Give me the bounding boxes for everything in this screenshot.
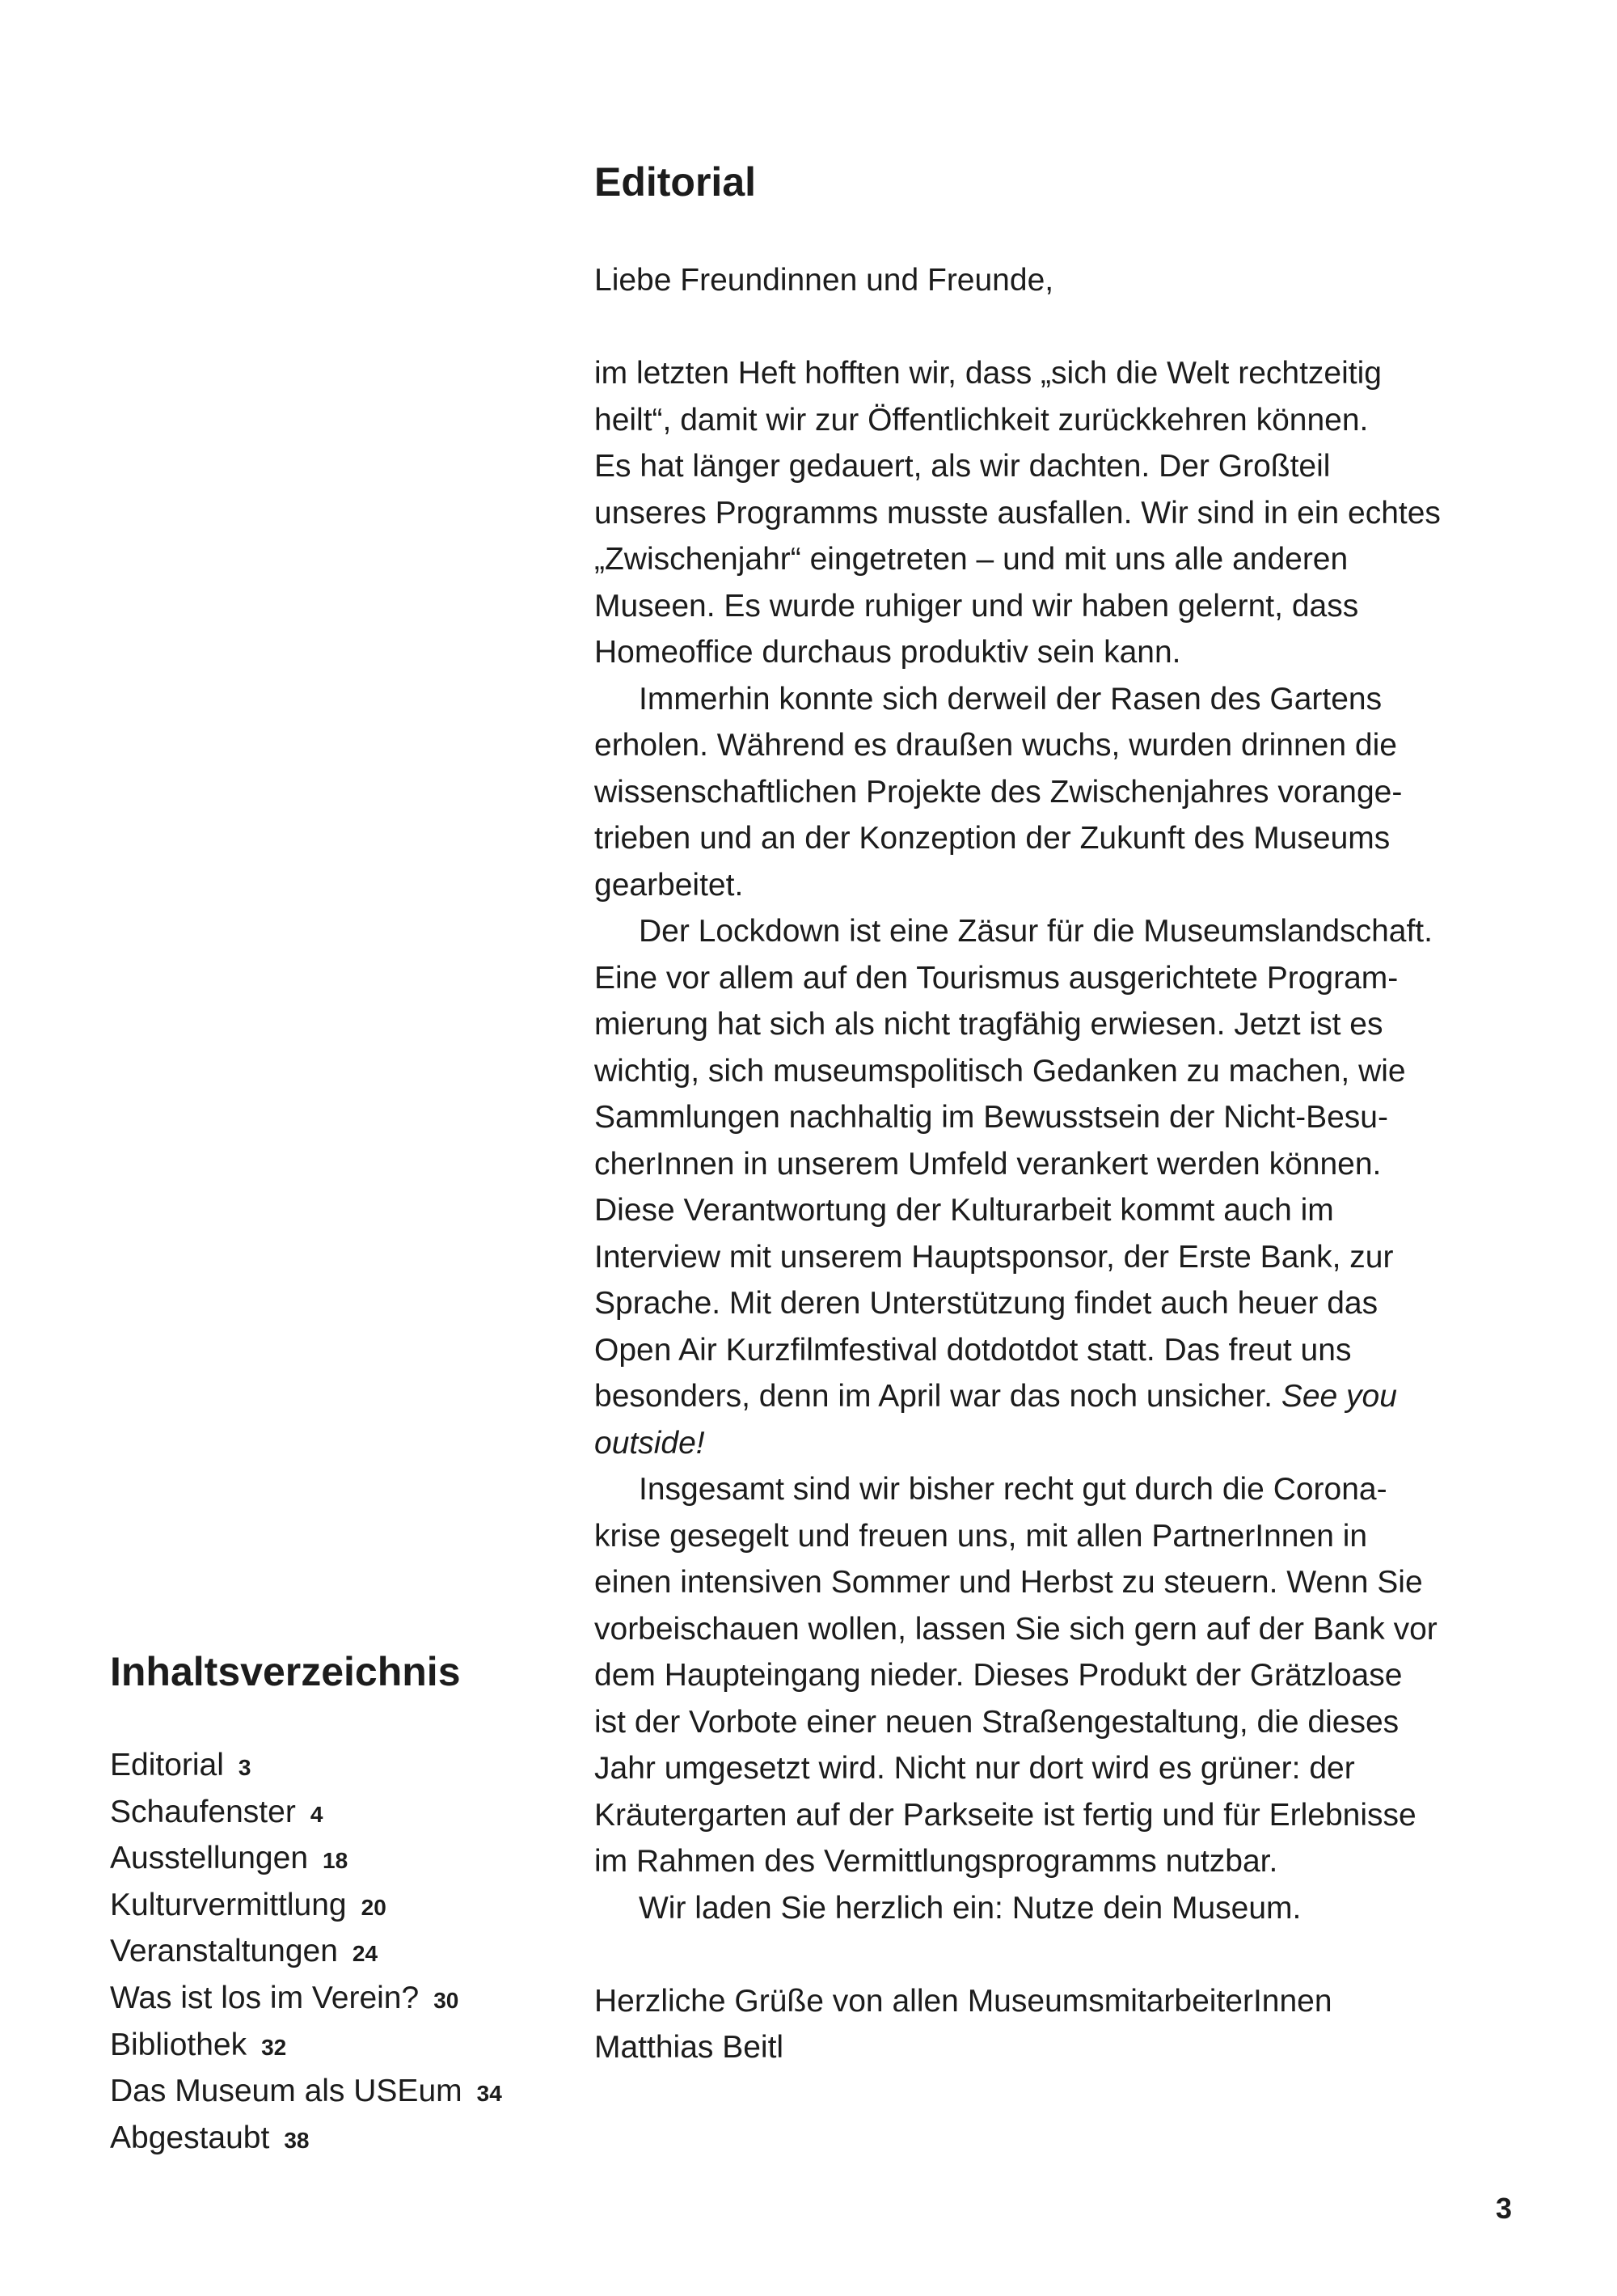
text-line <box>594 955 1441 1002</box>
toc-item-page: 18 <box>323 1848 348 1874</box>
text-line <box>594 1327 1441 1374</box>
editorial-title: Editorial <box>594 159 757 205</box>
text-line <box>594 1792 1441 1839</box>
text-line <box>594 815 1441 862</box>
toc-title: Inhaltsverzeichnis <box>110 1649 461 1694</box>
line-text: einen intensiven Sommer und Herbst zu steuern. Wenn Sie <box>594 1565 1423 1600</box>
toc-item <box>110 1882 502 1929</box>
text-line <box>594 1280 1441 1327</box>
line-text: heilt“, damit wir zur Öffentlichkeit zurückkehren können. <box>594 402 1369 438</box>
toc-item-label: Was ist los im Verein? <box>110 1980 420 2015</box>
toc-item-label: Abgestaubt <box>110 2120 270 2155</box>
text-line <box>594 629 1441 676</box>
toc-item <box>110 1975 502 2022</box>
line-text: Open Air Kurzfilmfestival dotdotdot statt. Das freut uns <box>594 1332 1352 1368</box>
text-line <box>594 1838 1441 1885</box>
toc-item <box>110 2115 502 2162</box>
text-line <box>594 722 1441 769</box>
toc-list <box>110 1742 502 2161</box>
line-text: erholen. Während es draußen wuchs, wurden drinnen die <box>594 728 1397 763</box>
text-line <box>594 1652 1441 1699</box>
toc-item <box>110 2068 502 2115</box>
italic-text: See you <box>1281 1379 1397 1414</box>
toc-item-page: 20 <box>361 1894 386 1920</box>
text-line <box>594 1699 1441 1746</box>
toc-item-page: 24 <box>352 1941 378 1967</box>
text-line <box>594 1141 1441 1188</box>
text-line <box>594 908 1441 955</box>
text-line <box>594 2024 1441 2071</box>
toc-item-label: Kulturvermittlung <box>110 1887 347 1922</box>
table-of-contents <box>110 1647 502 2161</box>
line-text: Diese Verantwortung der Kulturarbeit kommt auch im <box>594 1193 1334 1228</box>
line-text: Jahr umgesetzt wird. Nicht nur dort wird es grüner: der <box>594 1751 1355 1786</box>
text-line <box>594 1094 1441 1141</box>
line-text: Sammlungen nachhaltig im Bewusstsein der Nicht-Besu- <box>594 1100 1388 1135</box>
text-line <box>594 862 1441 909</box>
line-text: Matthias Beitl <box>594 2030 784 2065</box>
toc-item-label: Das Museum als USEum <box>110 2074 462 2109</box>
toc-item <box>110 1742 502 1789</box>
toc-item-page: 4 <box>310 1801 323 1827</box>
text-line <box>594 397 1441 444</box>
text-line <box>594 443 1441 490</box>
line-text: Interview mit unserem Hauptsponsor, der Erste Bank, zur <box>594 1239 1394 1275</box>
toc-item-label: Schaufenster <box>110 1794 296 1829</box>
line-text: wichtig, sich museumspolitisch Gedanken zu machen, wie <box>594 1053 1406 1089</box>
line-text: Es hat länger gedauert, als wir dachten. Der Großteil <box>594 449 1331 484</box>
line-text: vorbeischauen wollen, lassen Sie sich gern auf der Bank vor <box>594 1611 1438 1647</box>
line-text: dem Haupteingang nieder. Dieses Produkt der Grätzloase <box>594 1658 1403 1693</box>
text-line <box>594 1001 1441 1048</box>
page-number: 3 <box>1496 2192 1513 2225</box>
line-text: Kräutergarten auf der Parkseite ist fertig und für Erlebnisse <box>594 1797 1416 1833</box>
text-line <box>594 769 1441 816</box>
text-line <box>594 676 1441 723</box>
toc-item-label: Ausstellungen <box>110 1841 309 1876</box>
line-text: im Rahmen des Vermittlungsprogramms nutzbar. <box>594 1844 1278 1879</box>
editorial-body <box>594 257 1441 2071</box>
text-line <box>594 1373 1441 1420</box>
line-text: unseres Programms musste ausfallen. Wir sind in ein echtes <box>594 495 1441 531</box>
line-text: Insgesamt sind wir bisher recht gut durch die Corona- <box>639 1472 1387 1507</box>
text-line <box>594 1234 1441 1281</box>
text-line <box>594 1420 1441 1467</box>
line-text: cherInnen in unserem Umfeld verankert werden können. <box>594 1146 1382 1182</box>
line-text: Der Lockdown ist eine Zäsur für die Museumslandschaft. <box>639 914 1433 949</box>
line-text: Wir laden Sie herzlich ein: Nutze dein Museum. <box>639 1890 1302 1926</box>
line-text: wissenschaftlichen Projekte des Zwischenjahres vorange- <box>594 774 1403 810</box>
line-text: im letzten Heft hofften wir, dass „sich die Welt rechtzeitig <box>594 356 1382 391</box>
text-line <box>594 304 1441 351</box>
text-line <box>594 490 1441 537</box>
toc-item-label: Editorial <box>110 1748 224 1782</box>
text-line <box>594 1048 1441 1095</box>
text-line <box>594 1606 1441 1653</box>
toc-item-label: Bibliothek <box>110 2027 247 2062</box>
line-text: gearbeitet. <box>594 867 744 903</box>
toc-item-page: 3 <box>238 1755 251 1780</box>
line-text: Herzliche Grüße von allen MuseumsmitarbeiterInnen <box>594 1983 1332 2019</box>
line-text: Sprache. Mit deren Unterstützung findet auch heuer das <box>594 1286 1378 1321</box>
text-line <box>594 1466 1441 1513</box>
toc-item <box>110 2022 502 2069</box>
text-line <box>594 1885 1441 1932</box>
line-text: Liebe Freundinnen und Freunde, <box>594 263 1054 298</box>
line-text: ist der Vorbote einer neuen Straßengestaltung, die dieses <box>594 1704 1400 1740</box>
text-line <box>594 536 1441 583</box>
toc-item-label: Veranstaltungen <box>110 1934 338 1969</box>
toc-item-page: 32 <box>261 2034 287 2060</box>
line-text: krise gesegelt und freuen uns, mit allen PartnerInnen in <box>594 1518 1368 1554</box>
line-text: Immerhin konnte sich derweil der Rasen des Gartens <box>639 681 1383 717</box>
line-text: Homeoffice durchaus produktiv sein kann. <box>594 635 1181 670</box>
line-text: „Zwischenjahr“ eingetreten – und mit uns alle anderen <box>594 542 1349 577</box>
text-line <box>594 257 1441 304</box>
text-line <box>594 1931 1441 1978</box>
toc-item-page: 30 <box>433 1987 459 2013</box>
toc-item <box>110 1789 502 1836</box>
line-text: mierung hat sich als nicht tragfähig erwiesen. Jetzt ist es <box>594 1007 1383 1042</box>
toc-item <box>110 1928 502 1975</box>
text-line <box>594 1187 1441 1234</box>
text-line <box>594 350 1441 397</box>
toc-item-page: 34 <box>476 2081 502 2107</box>
line-text: trieben und an der Konzeption der Zukunft des Museums <box>594 821 1391 856</box>
text-line <box>594 1559 1441 1606</box>
line-text: Museen. Es wurde ruhiger und wir haben gelernt, dass <box>594 588 1359 624</box>
italic-text: outside! <box>594 1425 705 1461</box>
toc-item <box>110 1835 502 1882</box>
text-line <box>594 1513 1441 1560</box>
text-line <box>594 1745 1441 1792</box>
line-text: Eine vor allem auf den Tourismus ausgerichtete Program- <box>594 960 1399 996</box>
toc-item-page: 38 <box>284 2127 310 2153</box>
line-text: besonders, denn im April war das noch unsicher. <box>594 1379 1281 1414</box>
text-line <box>594 1978 1441 2025</box>
text-line <box>594 583 1441 630</box>
